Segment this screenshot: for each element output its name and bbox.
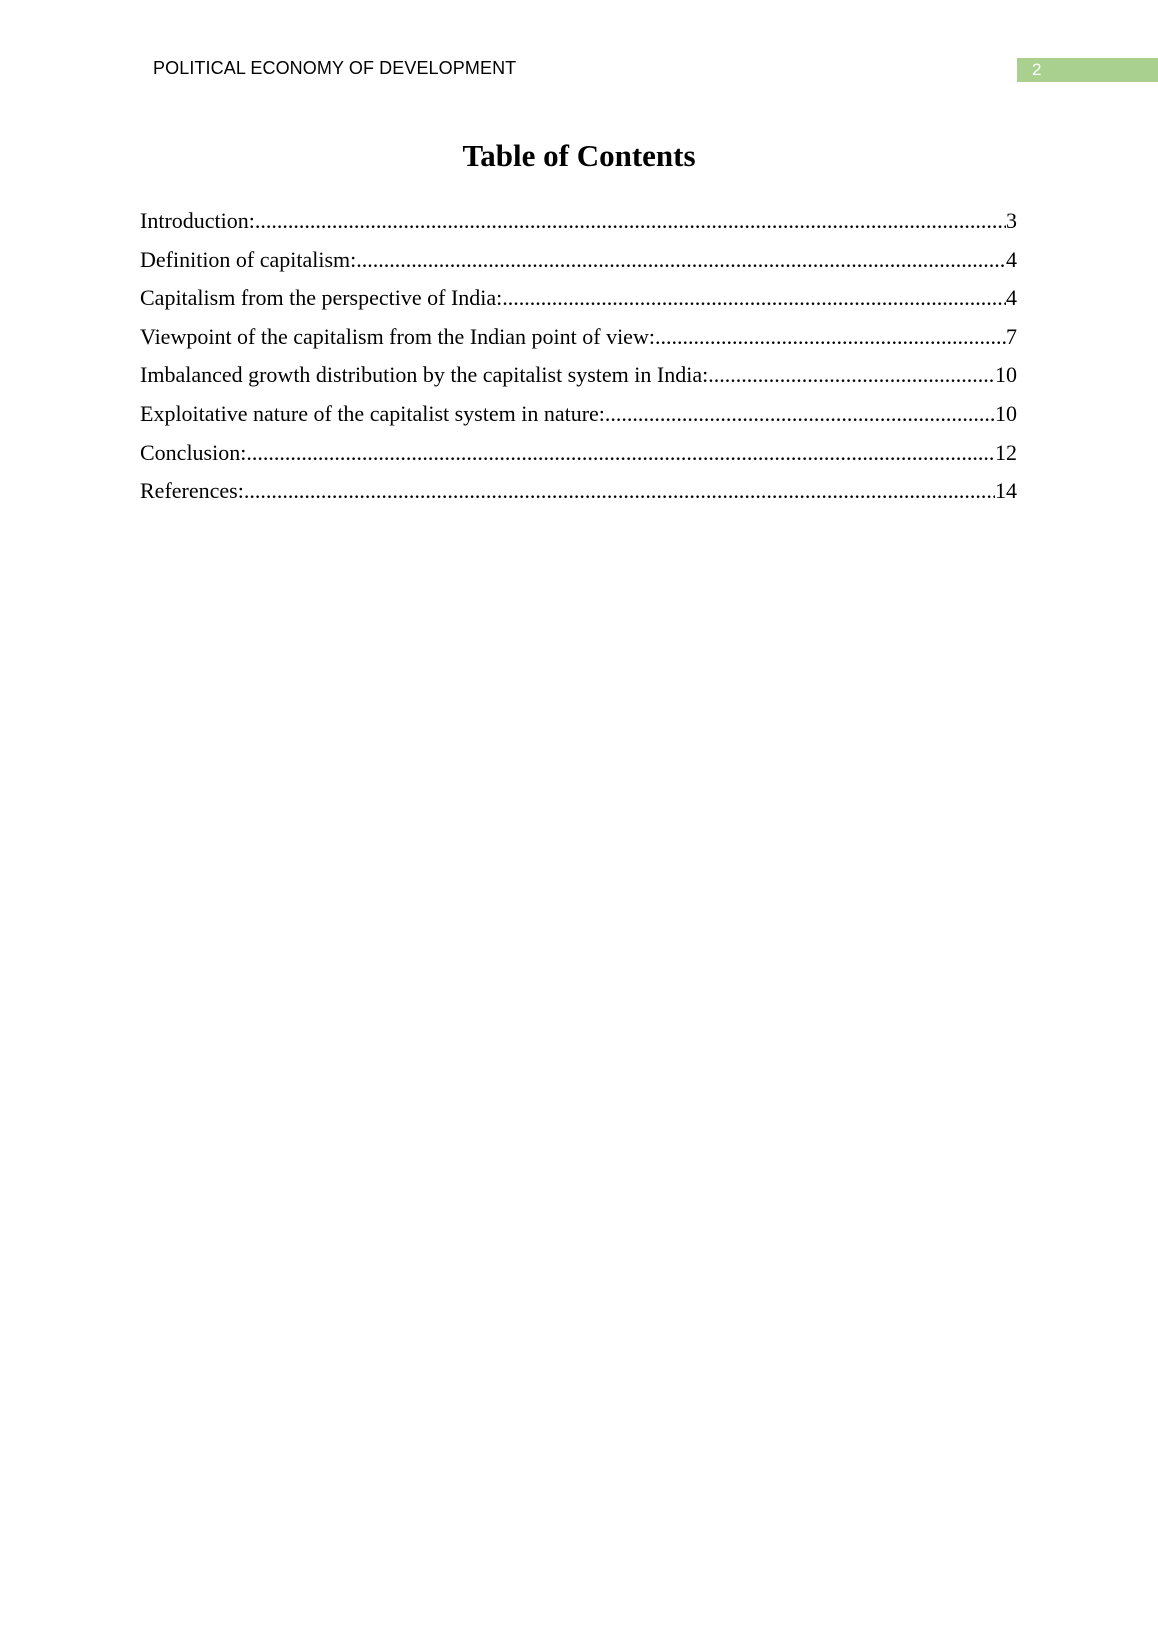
toc-entry-perspective-india[interactable] (140, 285, 1017, 324)
page-header (0, 0, 1158, 100)
toc-entry-page: 4 (1006, 285, 1017, 311)
toc-entry-label: Imbalanced growth distribution by the capitalist system in India: (140, 362, 709, 388)
toc-heading: Table of Contents (462, 138, 696, 173)
toc-entry-label: Introduction: (140, 208, 255, 233)
toc-entry-label: Viewpoint of the capitalism from the Indian point of view: (140, 323, 655, 349)
toc-entry-label: References: (140, 478, 244, 504)
toc-entry-page: 3 (1006, 208, 1017, 233)
toc-dot-leader (655, 324, 1006, 350)
toc-entry-page: 14 (995, 478, 1017, 504)
page-number-badge (1017, 58, 1158, 82)
toc-entry-label: Capitalism from the perspective of India: (140, 285, 503, 311)
toc-dot-leader (708, 362, 995, 388)
toc-entry-label: Exploitative nature of the capitalist system in nature: (140, 400, 605, 426)
toc-dot-leader (605, 401, 995, 427)
toc-dot-leader (255, 208, 1006, 234)
page-number: 2 (1032, 60, 1042, 79)
toc-entry-page: 7 (1006, 323, 1017, 349)
table-of-contents (140, 208, 1017, 517)
toc-entry-imbalanced-growth[interactable] (140, 362, 1017, 401)
toc-entry-exploitative-nature[interactable] (140, 401, 1017, 440)
toc-entry-label: Conclusion: (140, 439, 247, 465)
toc-entry-label: Definition of capitalism: (140, 246, 357, 272)
toc-entry-page: 12 (995, 439, 1017, 465)
toc-entry-page: 4 (1006, 246, 1017, 272)
toc-entry-conclusion[interactable] (140, 440, 1017, 479)
running-header-title: POLITICAL ECONOMY OF DEVELOPMENT (153, 58, 517, 78)
toc-entry-page: 10 (995, 362, 1017, 388)
toc-entry-definition[interactable] (140, 247, 1017, 286)
toc-dot-leader (244, 478, 995, 504)
toc-dot-leader (246, 440, 995, 466)
toc-dot-leader (502, 285, 1006, 311)
toc-entry-viewpoint[interactable] (140, 324, 1017, 363)
toc-dot-leader (356, 247, 1006, 273)
toc-entry-references[interactable] (140, 478, 1017, 517)
toc-entry-introduction[interactable] (140, 208, 1017, 247)
toc-entry-page: 10 (995, 400, 1017, 426)
